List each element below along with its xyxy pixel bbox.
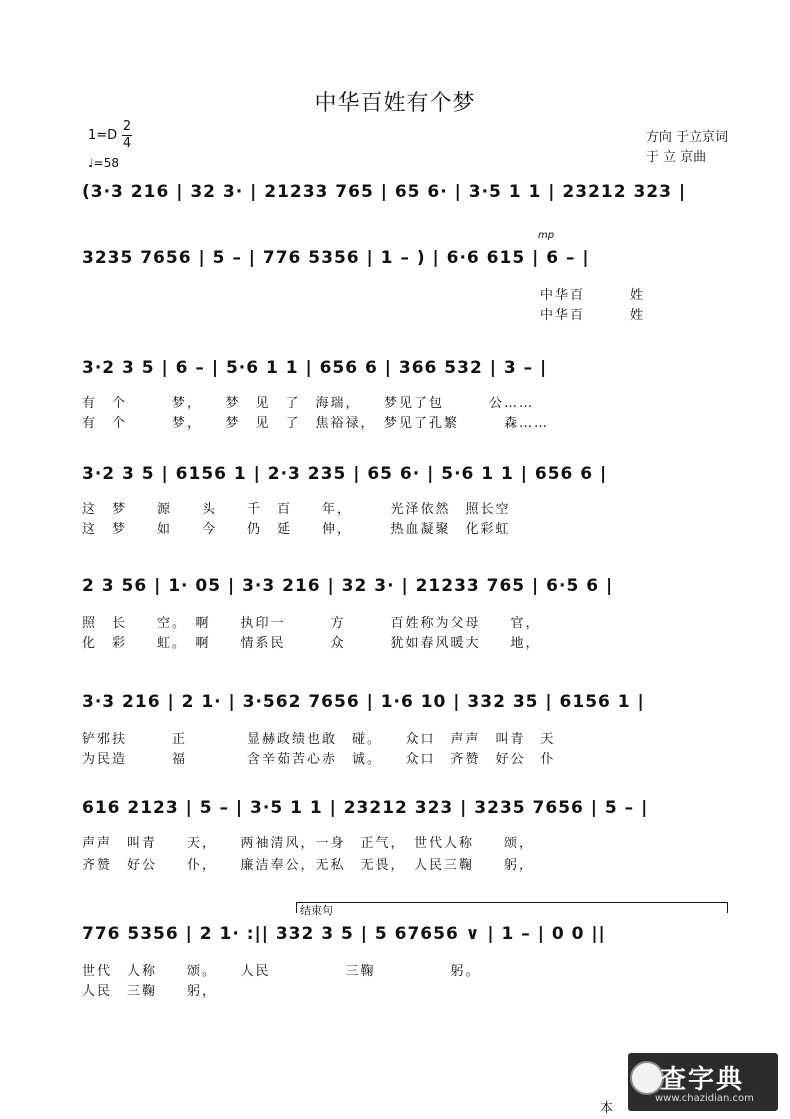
- lyrics-row-3a: 有 个 梦， 梦 见 了 海瑞， 梦见了包 公……: [82, 396, 535, 411]
- lyrics-row-6b: 为民造 福 含辛茹苦心赤 诚。 众口 齐赞 好公 仆: [82, 752, 556, 767]
- lyricist-credit: 方向 于立京词: [645, 130, 728, 145]
- site-logo[interactable]: [600, 1053, 780, 1113]
- lyrics-row-8a: 世代 人称 颂。 人民 三鞠 躬。: [82, 964, 481, 979]
- notes-row-6: 3·3 216 | 2 1· | 3·562 7656 | 1·6 10 | 332 35 | 6156 1 |: [82, 692, 645, 712]
- score-row-4: [82, 460, 730, 490]
- volta-label: 结束句: [300, 904, 333, 917]
- notes-row-7: 616 2123 | 5 – | 3·5 1 1 | 23212 323 | 3235 7656 | 5 – |: [82, 798, 649, 818]
- notes-row-5: 2 3 56 | 1· 05 | 3·3 216 | 32 3· | 21233 765 | 6·5 6 |: [82, 576, 614, 596]
- tempo-marking: ♩=58: [88, 156, 119, 170]
- logo-url: www.chazidian.com: [655, 1093, 754, 1104]
- time-sig-bottom: 4: [122, 136, 132, 151]
- time-signature: [122, 120, 132, 151]
- score-row-7: [82, 794, 730, 824]
- credits: [646, 128, 728, 168]
- lyrics-row-2b: 中华百 姓: [540, 308, 646, 323]
- lyrics-row-4b: 这 梦 如 今 仍 延 伸， 热血凝聚 化彩虹: [82, 522, 511, 537]
- lyrics-row-4a: 这 梦 源 头 千 百 年， 光泽依然 照长空: [82, 502, 511, 517]
- lyrics-row-5a: 照 长 空。 啊 执印一 方 百姓称为父母 官，: [82, 616, 541, 631]
- dynamics-marking: mp: [538, 230, 555, 241]
- logo-name: 查字典: [660, 1065, 745, 1095]
- score-row-8: [82, 920, 730, 950]
- score-row-6: [82, 688, 730, 718]
- mascot-icon: [630, 1061, 664, 1095]
- lyrics-row-8b: 人民 三鞠 躬，: [82, 984, 218, 999]
- footer-character: 本: [600, 1101, 614, 1116]
- key-signature: 1=D: [88, 128, 118, 143]
- lyrics-row-7b: 齐赞 好公 仆， 廉洁奉公，无私 无畏， 人民三鞠 躬，: [82, 858, 535, 873]
- score-row-3: [82, 354, 730, 384]
- time-sig-top: 2: [122, 119, 132, 134]
- notes-row-1: (3·3 216 | 32 3· | 21233 765 | 65 6· | 3·5 1 1 | 23212 323 |: [82, 182, 687, 202]
- notes-row-2: 3235 7656 | 5 – | 776 5356 | 1 – ) | 6·6 615 | 6 – |: [82, 248, 590, 268]
- notes-row-4: 3·2 3 5 | 6156 1 | 2·3 235 | 65 6· | 5·6 1 1 | 656 6 |: [82, 464, 608, 484]
- score-row-2: [82, 244, 730, 274]
- notes-row-8: 776 5356 | 2 1· :|| 332 3 5 | 5 67656 ∨ | 1 – | 0 0 ||: [82, 924, 606, 944]
- lyrics-row-3b: 有 个 梦， 梦 见 了 焦裕禄， 梦见了孔繁 森……: [82, 416, 550, 431]
- lyrics-row-5b: 化 彩 虹。 啊 情系民 众 犹如春风暖大 地，: [82, 636, 541, 651]
- lyrics-row-6a: 铲邪扶 正 显赫政绩也敢 碰。 众口 声声 叫青 天: [82, 732, 556, 747]
- composer-credit: 于 立 京曲: [645, 150, 707, 165]
- song-title: 中华百姓有个梦: [314, 91, 476, 116]
- volta-bracket: [296, 902, 728, 913]
- notes-row-3: 3·2 3 5 | 6 – | 5·6 1 1 | 656 6 | 366 532 | 3 – |: [82, 358, 548, 378]
- lyrics-row-7a: 声声 叫青 天， 两袖清风，一身 正气， 世代人称 颂，: [82, 836, 535, 851]
- score-row-5: [82, 572, 730, 602]
- lyrics-row-2a: 中华百 姓: [540, 288, 646, 303]
- score-row-1: [82, 178, 730, 208]
